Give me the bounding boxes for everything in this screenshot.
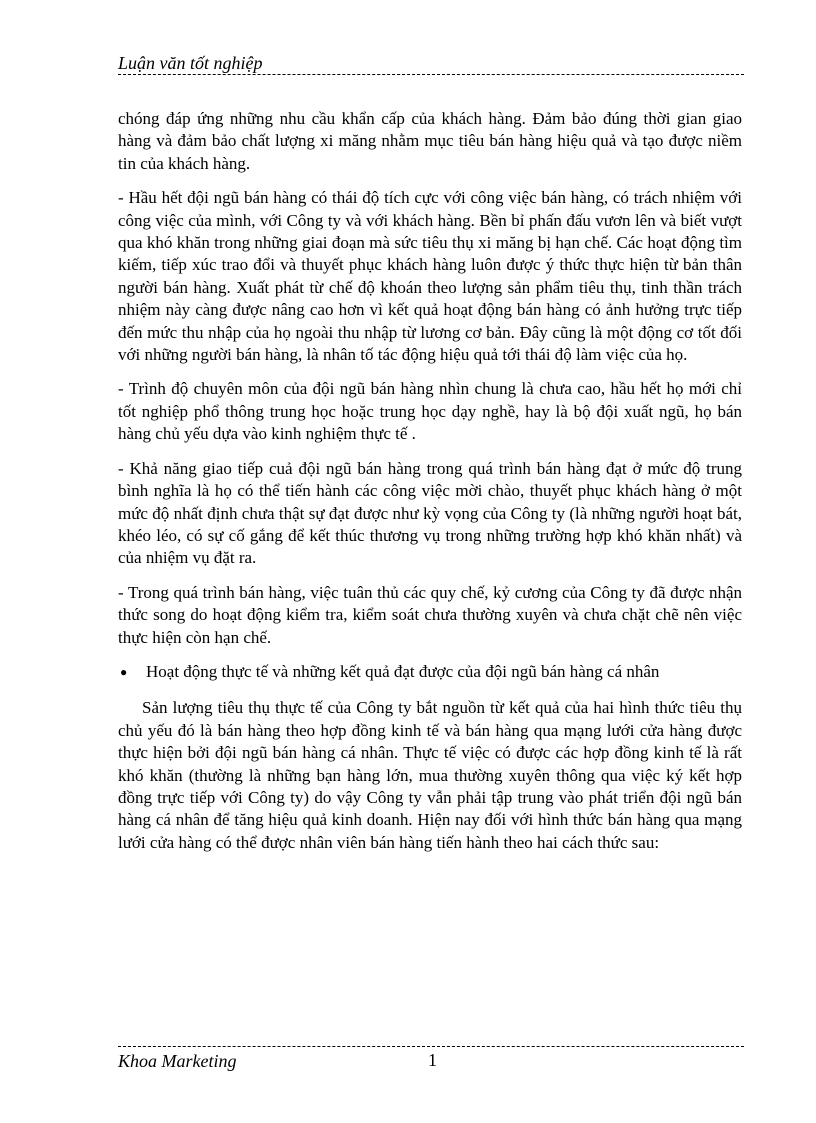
- page-footer: [118, 1040, 744, 1080]
- paragraph-professional-level: - Trình độ chuyên môn của đội ngũ bán hàng nhìn chung là chưa cao, hầu hết họ mới chỉ tốt nghiệp phổ thông trung học hoặc trung học dạy nghề, hay là bộ đội xuất ngũ, họ bán hàng chủ yếu dựa vào kinh nghiệm thực tế .: [118, 379, 742, 444]
- bullet-item: [118, 661, 742, 683]
- paragraph-communication-skills: - Khả năng giao tiếp cuả đội ngũ bán hàng trong quá trình bán hàng đạt ở mức độ trung bình nghĩa là họ có thể tiến hành các công việc mời chào, thuyết phục khách hàng ở một mức độ nhất định chưa thật sự đạt được như kỳ vọng của Công ty (là những người hoạt bát, khéo léo, có sự cố gắng để kết thúc thương vụ trong những trường hợp khó khăn nhất) và của nhiệm vụ đặt ra.: [118, 458, 742, 568]
- page-header: [118, 52, 744, 78]
- bullet-dot-icon: ●: [120, 664, 128, 679]
- paragraph-intro: chóng đáp ứng những nhu cầu khẩn cấp của khách hàng. Đảm bảo đúng thời gian giao hàng và đảm bảo chất lượng xi măng nhằm mục tiêu bán hàng hiệu quả và tạo được niềm tin của khách hàng.: [118, 109, 742, 173]
- document-title: Luận văn tốt nghiệp: [118, 53, 263, 73]
- paragraph-sales-results: Sản lượng tiêu thụ thực tế của Công ty bắt nguồn từ kết quả của hai hình thức tiêu thụ chủ yếu đó là bán hàng theo hợp đồng kinh tế và bán hàng qua mạng lưới cửa hàng được thực hiện bởi đội ngũ bán hàng cá nhân. Thực tế việc có được các hợp đồng kinh tế là rất khó khăn (thường là những bạn hàng lớn, mua thường xuyên thông qua việc ký kết hợp đồng trực tiếp với Công ty) do vậy Công ty vẫn phải tập trung vào phát triển đội ngũ bán hàng cá nhân để tăng hiệu quả kinh doanh. Hiện nay đối với hình thức bán hàng qua mạng lưới cửa hàng có thể được nhân viên bán hàng tiến hành theo hai cách thức sau:: [118, 698, 742, 852]
- header-divider: [118, 74, 744, 75]
- bullet-text: Hoạt động thực tế và những kết quả đạt được của đội ngũ bán hàng cá nhân: [146, 661, 660, 681]
- page-body: [118, 108, 742, 866]
- paragraph-compliance: - Trong quá trình bán hàng, việc tuân thủ các quy chế, kỷ cương của Công ty đã được nhận thức song do hoạt động kiểm tra, kiểm soát chưa thường xuyên và chưa chặt chẽ nên việc thực hiện còn hạn chế.: [118, 582, 742, 647]
- paragraph-sales-attitude: - Hầu hết đội ngũ bán hàng có thái độ tích cực với công việc bán hàng, có trách nhiệm với công việc của mình, với Công ty và với khách hàng. Bền bỉ phấn đấu vươn lên và biết vượt qua khó khăn trong những giai đoạn mà sức tiêu thụ xi măng bị hạn chế. Các hoạt động tìm kiếm, tiếp xúc trao đổi và thuyết phục khách hàng luôn được ý thức thực hiện từ bản thân người bán hàng. Xuất phát từ chế độ khoán theo lượng sản phẩm tiêu thụ, tinh thần trách nhiệm này càng được nâng cao hơn vì kết quả hoạt động bán hàng có ảnh hưởng trực tiếp đến mức thu nhập của họ ngoài thu nhập từ lương cơ bản. Đây cũng là một động cơ tốt đối với những người bán hàng, là nhân tố tác động hiệu quả tới thái độ làm việc của họ.: [118, 188, 742, 365]
- footer-department: Khoa Marketing: [118, 1051, 237, 1071]
- footer-divider: [118, 1046, 744, 1047]
- page-number: 1: [428, 1050, 437, 1070]
